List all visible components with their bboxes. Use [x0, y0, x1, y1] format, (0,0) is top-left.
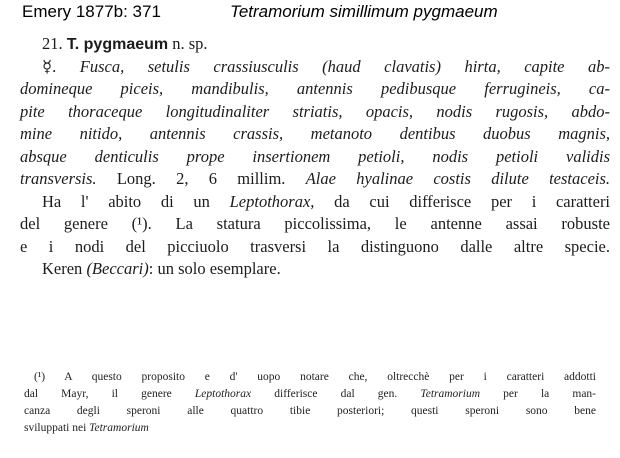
description-line-2: domineque piceis, mandibulis, antennis pedibusque ferrugineis, ca- [20, 79, 610, 98]
footnote-line-2 [24, 386, 596, 403]
species-status: n. sp. [172, 34, 208, 53]
locality-line [20, 258, 610, 281]
species-heading [20, 33, 610, 56]
wing-description: Alae hyalinae costis dilute testaceis. [305, 169, 611, 188]
description-line-6 [20, 168, 610, 191]
remarks-text-1b: da cui differisce per i caratteri [334, 191, 611, 211]
genus-leptothorax: Leptothorax, [229, 191, 315, 211]
remarks-line-3: e i nodi del picciuolo trasversi la distinguono dalle altre specie. [20, 236, 610, 256]
species-account [20, 33, 610, 281]
description-line-3: pite thoraceque longitudinaliter striatis, opacis, nodis rugosis, abdo- [20, 101, 610, 121]
description-line-4: mine nitido, antennis crassis, metanoto dentibus duobus magnis, [20, 124, 610, 143]
collector-name: (Beccari) [86, 259, 149, 278]
footnote-line-3: canza degli speroni alle quattro tibie posteriori; questi speroni sono bene [24, 405, 596, 417]
description-line-1 [20, 56, 610, 79]
length-measurement: Long. 2, 6 millim. [116, 169, 286, 188]
footnote-text-2a: dal Mayr, il genere [24, 388, 172, 400]
footnote-genus-leptothorax: Leptothorax [194, 388, 252, 400]
remarks-line-1 [20, 191, 610, 214]
description-text-1: Fusca, setulis crassiusculis (haud clavatis) hirta, capite ab- [79, 56, 611, 76]
footnote-text-2c: per la man- [503, 388, 597, 400]
footnote-line-1: (¹) A questo proposito e d' uopo notare che, oltrecchè per i caratteri addotti [34, 371, 596, 383]
citation-label: Emery 1877b: 371 [22, 2, 161, 21]
species-number: 21. [42, 34, 63, 53]
page-header [22, 2, 612, 26]
footnote-genus-tetramorium-2: Tetramorium [89, 422, 149, 434]
description-line-5: absque denticulis prope insertionem petioli, nodis petioli validis [20, 146, 610, 166]
footnote-line-4 [24, 420, 596, 437]
locality-name: Keren [42, 259, 83, 278]
footnote-text-4a: sviluppati nei [24, 422, 87, 434]
specimen-note: : un solo esemplare. [148, 259, 281, 278]
species-name: T. pygmaeum [66, 36, 169, 53]
footnote-text-2b: differisce dal gen. [274, 388, 398, 400]
remarks-text-1a: Ha l' abito di un [42, 191, 210, 211]
footnote [24, 369, 596, 437]
taxon-name: Tetramorium simillimum pygmaeum [230, 2, 498, 21]
footnote-genus-tetramorium: Tetramorium [420, 388, 481, 400]
remarks-line-2: del genere (¹). La statura piccolissima, le antenne assai robuste [20, 214, 610, 233]
description-text-6a: transversis. [20, 169, 97, 188]
worker-symbol: ☿. [42, 56, 57, 76]
